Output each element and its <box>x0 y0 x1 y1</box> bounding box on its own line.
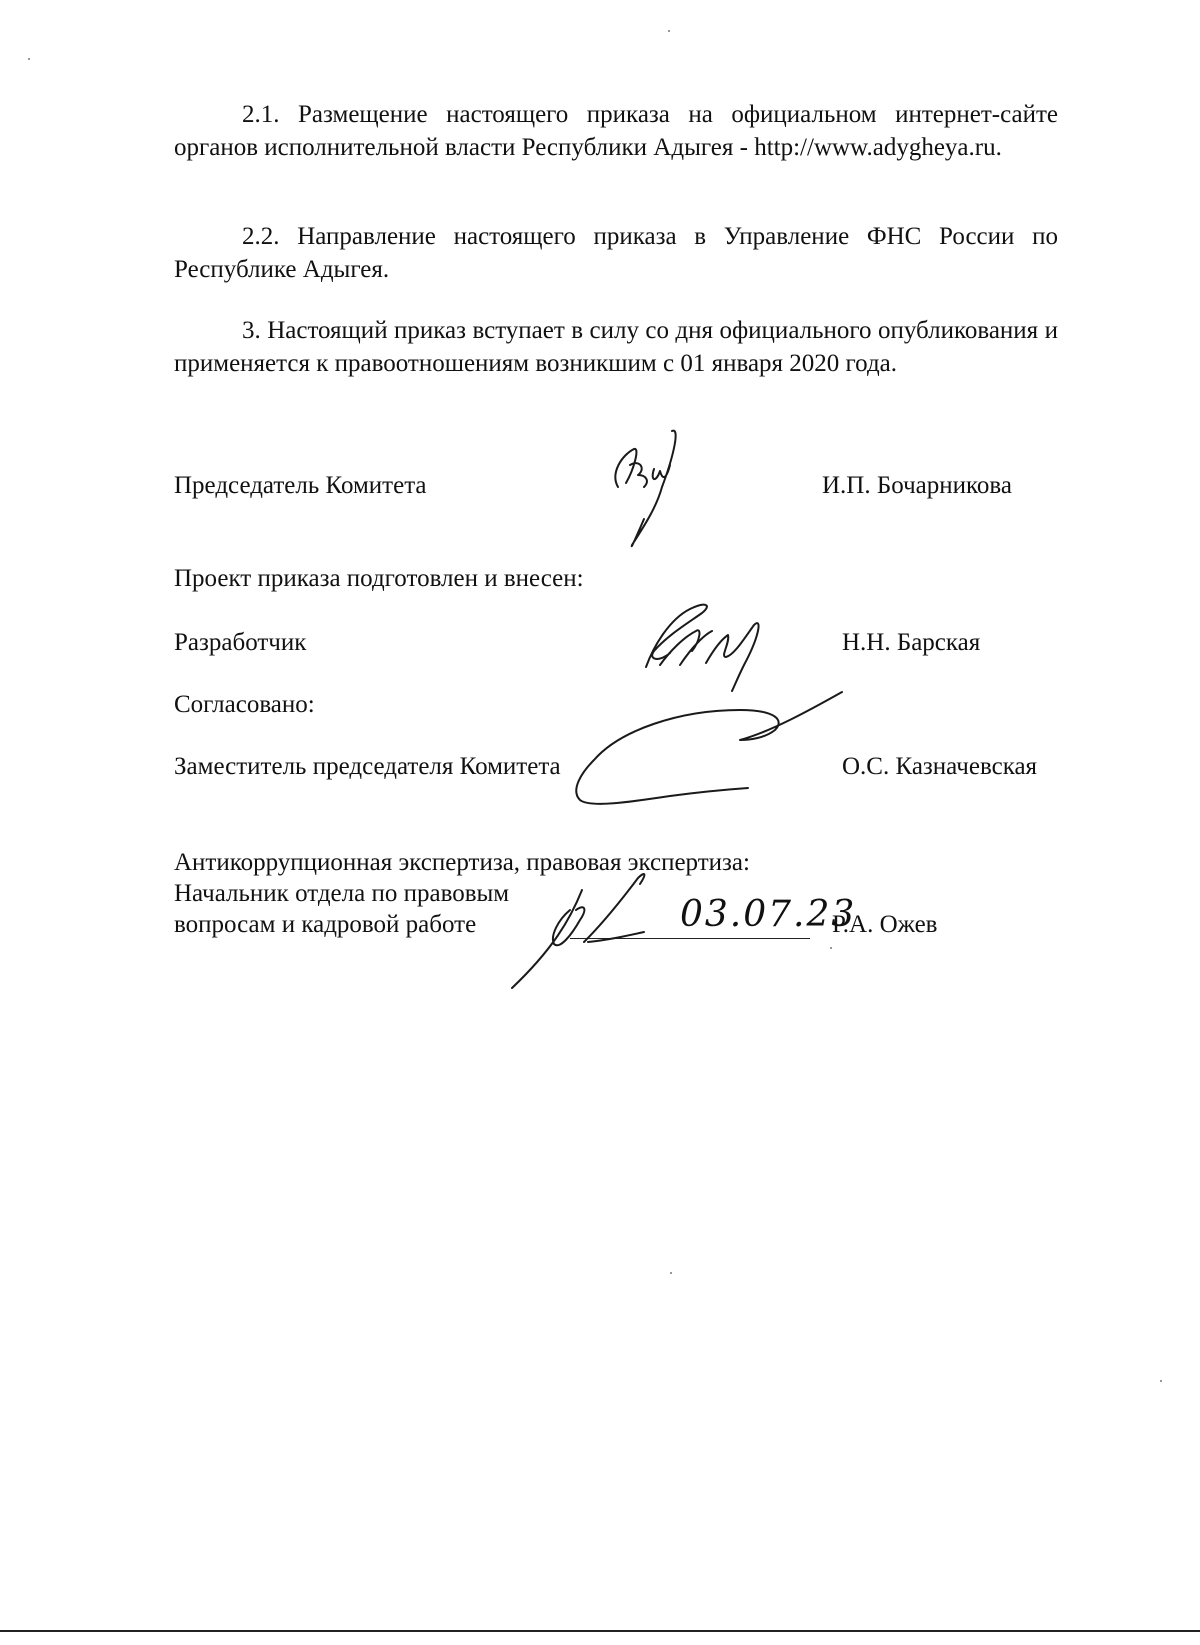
bottom-edge-line <box>0 1630 1200 1632</box>
paragraph-3: 3. Настоящий приказ вступает в силу со дня официального опубликования и применяется к правоотношениям возникшим с 01 января 2020 года. <box>174 317 1058 377</box>
deputy-title: Заместитель председателя Комитета <box>174 753 561 780</box>
scan-speck <box>830 947 832 949</box>
legal-head-title-line1: Начальник отдела по правовым <box>174 880 510 907</box>
agreed-label: Согласовано: <box>174 691 315 718</box>
legal-head-signature <box>510 850 680 990</box>
expertise-label: Антикоррупционная экспертиза, правовая экспертиза: <box>174 849 750 876</box>
paragraph-2-1: 2.1. Размещение настоящего приказа на официальном интернет-сайте органов исполнительной власти Республики Адыгея - http://www.adygheya.ru. <box>174 101 1058 161</box>
developer-name: Н.Н. Барская <box>842 629 981 656</box>
scan-speck <box>668 30 670 32</box>
legal-head-date: 03.07.23 <box>680 894 857 935</box>
legal-head-name: Р.А. Ожев <box>832 911 938 938</box>
legal-head-title-line2: вопросам и кадровой работе <box>174 911 477 938</box>
deputy-name: О.С. Казначевская <box>842 753 1038 780</box>
chairman-name: И.П. Бочарникова <box>822 472 1012 499</box>
deputy-signature <box>570 690 860 820</box>
paragraph-2-2: 2.2. Направление настоящего приказа в Управление ФНС России по Республике Адыгея. <box>174 223 1058 283</box>
chairman-title: Председатель Комитета <box>174 472 427 499</box>
scan-speck <box>1160 1380 1162 1382</box>
scan-speck <box>28 58 30 60</box>
project-note: Проект приказа подготовлен и внесен: <box>174 565 584 592</box>
scan-speck <box>670 1272 672 1274</box>
developer-signature <box>640 595 790 695</box>
developer-title: Разработчик <box>174 629 307 656</box>
chairman-signature <box>600 425 710 555</box>
